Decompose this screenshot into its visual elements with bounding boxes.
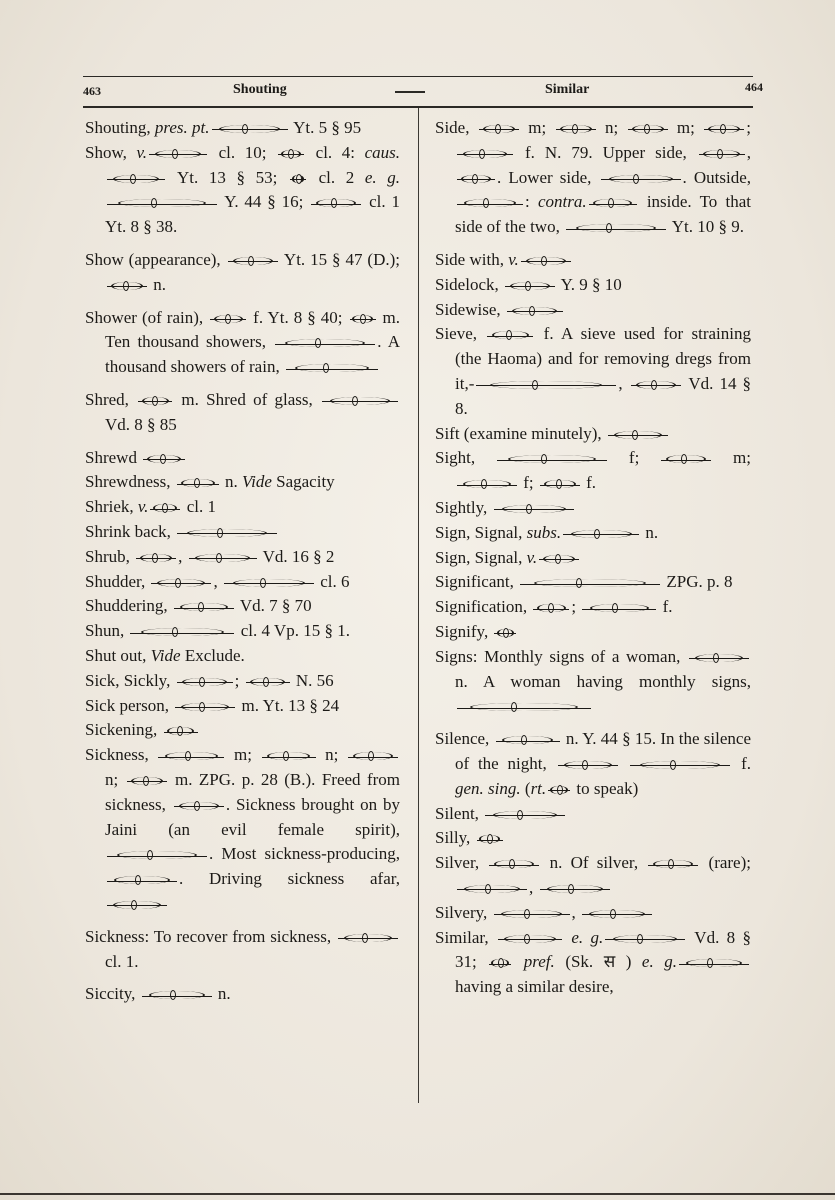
avestan-script-word	[496, 734, 560, 746]
dictionary-entry	[435, 322, 751, 421]
avestan-script-word	[630, 759, 730, 771]
entry-text: Similar,	[435, 927, 496, 947]
avestan-script-word	[164, 725, 198, 737]
entry-text: Sightly,	[435, 497, 492, 517]
avestan-script-word	[457, 701, 591, 713]
avestan-script-word	[150, 502, 180, 514]
avestan-script-word	[476, 379, 616, 391]
entry-text: ;	[571, 597, 581, 617]
dictionary-entry	[435, 116, 751, 240]
entry-text: Sickness,	[85, 745, 157, 765]
avestan-script-word	[138, 395, 172, 407]
avestan-script-word	[498, 933, 562, 945]
avestan-script-word	[457, 173, 495, 185]
italic-abbreviation: Vide	[241, 472, 272, 492]
italic-abbreviation: contra.	[537, 192, 587, 212]
avestan-script-word	[107, 173, 165, 185]
entry-text	[513, 952, 524, 971]
entry-text: m. Ten thousand showers,	[105, 307, 400, 352]
entry-text: ,	[213, 571, 222, 591]
avestan-script-word	[174, 601, 234, 613]
dictionary-entry	[85, 495, 400, 520]
dictionary-entry	[435, 727, 751, 801]
avestan-script-word	[107, 849, 207, 861]
header-dash	[395, 91, 425, 93]
entry-text: m. Yt. 13 § 24	[237, 695, 340, 715]
entry-text: n. A woman having monthly signs,	[455, 671, 751, 691]
dictionary-entry	[85, 644, 400, 669]
avestan-script-word	[189, 552, 257, 564]
avestan-script-word	[489, 858, 539, 870]
entry-text: Shudder,	[85, 571, 150, 591]
entry-text: Sickness: To recover from sickness,	[85, 926, 336, 946]
avestan-script-word	[136, 552, 176, 564]
avestan-script-word	[127, 775, 167, 787]
entry-text: Show,	[85, 142, 137, 162]
entry-text: m;	[226, 745, 260, 765]
entry-text: . Sickness brought on by Jaini (an evil female spirit),	[105, 794, 400, 839]
entry-text: Yt. 10 § 9.	[668, 217, 744, 237]
italic-abbreviation: rt.	[530, 778, 547, 798]
avestan-script-word	[548, 784, 570, 796]
entry-text: cl. 4 Vp. 15 § 1.	[236, 621, 350, 641]
avestan-script-word	[457, 478, 517, 490]
entry-text: m;	[520, 118, 554, 137]
entry-text: ,	[529, 877, 538, 897]
avestan-script-word	[601, 173, 681, 185]
entry-text: f. N. 79. Upper side,	[515, 142, 697, 162]
entry-text: m. ZPG. p. 28 (B.). Freed from sickness,	[105, 769, 400, 814]
entry-text: having a similar desire,	[455, 977, 614, 997]
italic-abbreviation: v.	[526, 547, 538, 567]
entry-text: Vd. 8 § 85	[105, 414, 177, 434]
dictionary-entry	[435, 496, 751, 521]
avestan-script-word	[224, 577, 314, 589]
entry-text: Sick person,	[85, 695, 174, 715]
entry-text: cl. 1 Yt. 8 § 38.	[105, 192, 400, 237]
entry-text: Shut out,	[85, 645, 151, 665]
running-header	[83, 80, 763, 106]
avestan-script-word	[177, 676, 233, 688]
avestan-script-word	[212, 123, 288, 135]
entry-text: Y. 44 § 16;	[219, 192, 310, 212]
italic-abbreviation: pres. pt.	[154, 118, 210, 137]
avestan-script-word	[177, 527, 277, 539]
dictionary-entry	[435, 273, 751, 298]
entry-text: Yt. 13 § 53;	[167, 167, 288, 187]
avestan-script-word	[143, 453, 185, 465]
entry-text: n;	[597, 118, 626, 137]
entry-text: ,	[618, 373, 629, 393]
entry-text: Silver,	[435, 853, 488, 873]
italic-abbreviation: subs.	[526, 522, 562, 542]
page-bottom-edge	[0, 1193, 835, 1195]
dictionary-entry	[435, 926, 751, 1000]
avestan-script-word	[556, 123, 596, 135]
avestan-script-word	[582, 908, 652, 920]
italic-abbreviation: v.	[137, 497, 149, 517]
entry-text: n;	[105, 769, 125, 789]
entry-text: Sidewise,	[435, 299, 505, 319]
italic-abbreviation: caus.	[364, 142, 401, 162]
avestan-script-word	[210, 313, 246, 325]
entry-text: ,	[178, 546, 187, 566]
entry-text: Silvery,	[435, 902, 492, 922]
avestan-script-word	[608, 429, 668, 441]
avestan-script-word	[338, 932, 398, 944]
entry-text: . Lower side,	[497, 167, 599, 187]
italic-abbreviation: e. g.	[641, 952, 677, 972]
entry-text: . Outside,	[682, 167, 751, 187]
entry-text: ZPG. p. 8	[662, 572, 733, 592]
avestan-script-word	[151, 577, 211, 589]
entry-text: . Most sickness-producing,	[209, 844, 400, 864]
entry-text: Vd. 7 § 70	[235, 596, 312, 616]
entry-text: Side,	[435, 118, 477, 137]
entry-text: . A thousand showers of rain,	[105, 332, 400, 377]
avestan-script-word	[689, 652, 749, 664]
avestan-script-word	[278, 148, 304, 160]
avestan-script-word	[158, 750, 224, 762]
top-rule	[83, 76, 753, 77]
dictionary-entry	[85, 116, 400, 141]
italic-abbreviation: e. g.	[571, 927, 604, 947]
avestan-script-word	[494, 908, 570, 920]
entry-text: Shouting,	[85, 118, 155, 137]
dictionary-entry	[435, 826, 751, 851]
avestan-script-word	[539, 553, 579, 565]
avestan-script-word	[699, 148, 745, 160]
avestan-script-word	[605, 933, 685, 945]
avestan-script-word	[262, 750, 316, 762]
entry-text: Signification,	[435, 597, 532, 617]
dictionary-entry	[435, 248, 751, 273]
left-page-number: 463	[83, 84, 101, 98]
avestan-script-word	[457, 148, 513, 160]
dictionary-entry	[85, 619, 400, 644]
entry-text: Shower (of rain),	[85, 307, 209, 327]
entry-text: f.	[732, 753, 751, 773]
dictionary-entry	[85, 248, 400, 298]
entry-text: Sidelock,	[435, 274, 503, 294]
avestan-script-word	[485, 809, 565, 821]
avestan-script-word	[174, 800, 224, 812]
entry-text: Shuddering,	[85, 596, 172, 616]
avestan-script-word	[457, 197, 523, 209]
entry-text: Sight,	[435, 448, 496, 468]
dictionary-entry	[85, 594, 400, 619]
italic-abbreviation: Vide	[150, 645, 181, 665]
entry-text: Silence,	[435, 729, 494, 749]
avestan-script-word	[457, 883, 527, 895]
avestan-script-word	[566, 222, 666, 234]
avestan-script-word	[107, 874, 177, 886]
entry-text: Sign, Signal,	[435, 522, 527, 542]
dictionary-entry	[435, 901, 751, 926]
avestan-script-word	[494, 627, 516, 639]
avestan-script-word	[628, 123, 668, 135]
entry-text: Shriek,	[85, 497, 138, 517]
avestan-script-word	[540, 478, 580, 490]
entry-text: Silent,	[435, 803, 484, 823]
entry-text: Silly,	[435, 828, 475, 848]
dictionary-entry	[85, 718, 400, 743]
entry-text: Sign, Signal,	[435, 547, 527, 567]
entry-text: n.	[149, 274, 166, 294]
dictionary-entry	[85, 545, 400, 570]
entry-text: Vd. 16 § 2	[258, 546, 335, 566]
dictionary-entry	[435, 595, 751, 620]
avestan-script-word	[489, 957, 511, 969]
entry-text: Exclude.	[180, 645, 245, 665]
dictionary-entry	[435, 446, 751, 496]
avestan-script-word	[311, 197, 361, 209]
entry-text: ,	[746, 142, 751, 162]
avestan-script-word	[540, 883, 610, 895]
entry-text: Show (appearance),	[85, 249, 226, 269]
left-running-head: Shouting	[233, 82, 287, 97]
entry-text: (	[520, 778, 531, 798]
avestan-script-word	[521, 255, 571, 267]
avestan-script-word	[589, 197, 637, 209]
avestan-script-word	[533, 602, 569, 614]
entry-text: ,	[571, 902, 581, 922]
entry-text: Sick, Sickly,	[85, 670, 175, 690]
entry-text: f. A sieve used for straining (the Haoma) and for removing dregs from it,-	[455, 324, 751, 393]
entry-text: N. 56	[291, 670, 334, 690]
entry-text: cl. 10;	[209, 142, 277, 162]
dictionary-entry	[85, 141, 400, 240]
entry-text: f.	[658, 597, 673, 617]
entry-text	[620, 754, 629, 773]
dictionary-entry	[435, 521, 751, 546]
dictionary-entry	[85, 446, 400, 471]
right-page-number: 464	[745, 80, 763, 94]
avestan-script-word	[350, 313, 376, 325]
avestan-script-word	[520, 577, 660, 589]
entry-text: cl. 2	[307, 167, 365, 187]
avestan-script-word	[479, 123, 519, 135]
avestan-script-word	[563, 528, 639, 540]
avestan-script-word	[505, 280, 555, 292]
avestan-script-word	[487, 329, 533, 341]
entry-text: (rare);	[700, 853, 751, 873]
entry-text: (Sk. स )	[554, 952, 642, 972]
left-column	[85, 116, 400, 1007]
avestan-script-word	[107, 899, 167, 911]
entry-text: Shun,	[85, 621, 129, 641]
entry-text: f;	[519, 473, 538, 493]
entry-text: . Driving sickness afar,	[179, 869, 400, 889]
avestan-script-word	[177, 477, 219, 489]
entry-text: Signs: Monthly signs of a woman,	[435, 646, 687, 666]
italic-abbreviation: pref.	[523, 952, 555, 972]
avestan-script-word	[286, 362, 378, 374]
dictionary-entry	[435, 645, 751, 719]
italic-abbreviation: e. g.	[364, 167, 401, 187]
avestan-script-word	[107, 280, 147, 292]
entry-text: Yt. 15 § 47 (D.);	[279, 249, 400, 269]
dictionary-entry	[85, 470, 400, 495]
entry-text: cl. 4:	[306, 142, 365, 162]
entry-text: m;	[713, 448, 751, 468]
avestan-script-word	[661, 453, 711, 465]
avestan-script-word	[679, 957, 749, 969]
entry-text: Signify,	[435, 621, 493, 641]
avestan-script-word	[149, 148, 207, 160]
dictionary-entry	[435, 851, 751, 901]
entry-text: :	[525, 192, 538, 212]
entry-text: Significant,	[435, 572, 519, 592]
entry-text: f.	[581, 473, 597, 493]
avestan-script-word	[477, 833, 503, 845]
entry-text: to speak)	[572, 778, 639, 798]
column-divider	[418, 108, 419, 1103]
entry-text: f. Yt. 8 § 40;	[248, 307, 348, 327]
avestan-script-word	[142, 989, 212, 1001]
dictionary-entry	[85, 694, 400, 719]
entry-text: Shrub,	[85, 546, 135, 566]
entry-text: Sagacity	[271, 472, 335, 492]
avestan-script-word	[494, 503, 574, 515]
entry-text: f;	[609, 448, 660, 468]
dictionary-entry	[85, 306, 400, 380]
entry-text: cl. 1	[182, 497, 216, 517]
entry-text: ;	[234, 670, 244, 690]
entry-text: Shrink back,	[85, 521, 176, 541]
entry-text: n.	[641, 522, 659, 542]
avestan-script-word	[631, 379, 681, 391]
avestan-script-word	[130, 626, 234, 638]
entry-text: Siccity,	[85, 984, 140, 1004]
entry-text: n.	[220, 472, 242, 492]
entry-text: Sickening,	[85, 720, 162, 740]
entry-text: Vd. 8 § 31;	[455, 927, 752, 972]
dictionary-entry	[85, 388, 400, 438]
right-column	[435, 116, 751, 1000]
entry-text: Yt. 5 § 95	[289, 118, 362, 137]
dictionary-entry	[85, 669, 400, 694]
dictionary-entry	[435, 620, 751, 645]
dictionary-entry	[85, 570, 400, 595]
italic-abbreviation: gen. sing.	[455, 778, 521, 798]
entry-text: n. Y. 44 § 15. In the silence of the night,	[455, 729, 751, 773]
entry-text: Shred,	[85, 389, 137, 409]
avestan-script-word	[246, 676, 290, 688]
avestan-script-word	[228, 255, 278, 267]
dictionary-entry	[85, 925, 400, 975]
avestan-script-word	[275, 337, 375, 349]
dictionary-entry	[85, 520, 400, 545]
avestan-script-word	[497, 453, 607, 465]
entry-text: ;	[746, 118, 751, 137]
dictionary-entry	[435, 422, 751, 447]
right-running-head: Similar	[545, 82, 590, 97]
dictionary-entry	[85, 982, 400, 1007]
entry-text: inside. To that side of the two,	[455, 192, 751, 237]
entry-text: n. Of silver,	[541, 853, 647, 873]
entry-text: Sieve,	[435, 324, 486, 344]
entry-text: cl. 6	[315, 571, 350, 591]
avestan-script-word	[558, 759, 618, 771]
entry-text: n.	[213, 984, 231, 1004]
entry-text: m. Shred of glass,	[174, 389, 320, 409]
dictionary-entry	[435, 546, 751, 571]
entry-text: m;	[669, 118, 703, 137]
avestan-script-word	[322, 395, 398, 407]
avestan-script-word	[290, 173, 306, 185]
dictionary-entry	[435, 802, 751, 827]
avestan-script-word	[507, 305, 563, 317]
avestan-script-word	[348, 750, 398, 762]
italic-abbreviation: v.	[508, 249, 519, 269]
avestan-script-word	[704, 123, 744, 135]
entry-text: Shrewdness,	[85, 472, 175, 492]
entry-text: n;	[317, 745, 346, 765]
avestan-script-word	[107, 197, 217, 209]
avestan-script-word	[582, 602, 656, 614]
dictionary-entry	[435, 570, 751, 595]
entry-text: cl. 1.	[105, 951, 139, 971]
avestan-script-word	[648, 858, 698, 870]
dictionary-entry	[85, 743, 400, 917]
entry-text: Side with,	[435, 249, 509, 269]
entry-text: Vd. 14 § 8.	[455, 373, 751, 418]
italic-abbreviation: v.	[136, 142, 148, 162]
entry-text: Shrewd	[85, 447, 142, 467]
dictionary-entry	[435, 298, 751, 323]
entry-text: Sift (examine minutely),	[435, 423, 606, 443]
entry-text: Y. 9 § 10	[557, 274, 622, 294]
avestan-script-word	[175, 701, 235, 713]
